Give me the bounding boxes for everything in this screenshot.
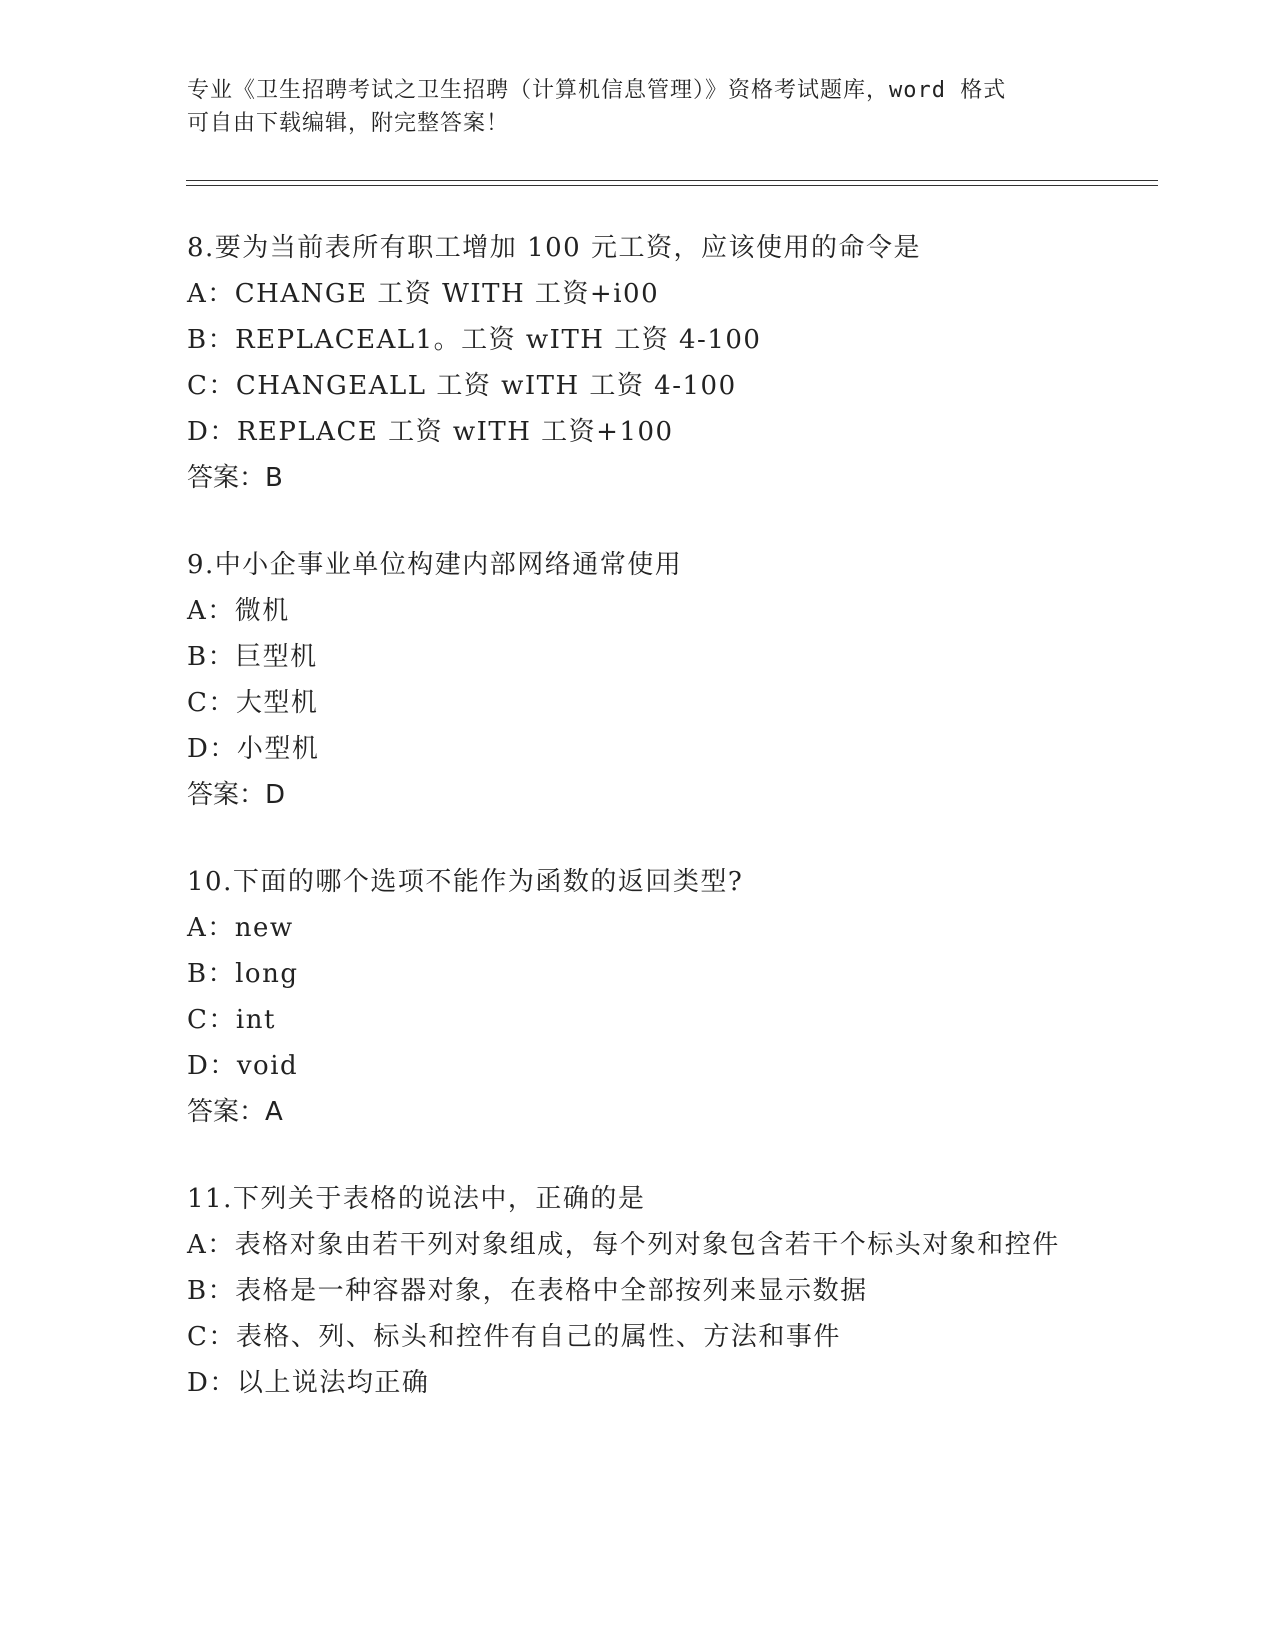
option-d bbox=[187, 409, 1087, 455]
option-a bbox=[187, 588, 1087, 634]
option-text: 小型机 bbox=[236, 734, 320, 764]
option-text: new bbox=[234, 913, 294, 943]
option-b bbox=[187, 317, 1087, 363]
option-label: C： bbox=[187, 371, 236, 401]
header-divider-bottom bbox=[186, 185, 1158, 186]
option-text: 微机 bbox=[234, 596, 290, 626]
question-stem: 10.下面的哪个选项不能作为函数的返回类型? bbox=[187, 867, 744, 897]
option-label: C： bbox=[187, 1005, 236, 1035]
option-label: D： bbox=[187, 1051, 237, 1081]
option-text: 巨型机 bbox=[235, 642, 318, 672]
option-b bbox=[187, 634, 1087, 680]
document-header bbox=[187, 74, 1067, 140]
option-a bbox=[187, 905, 1087, 951]
header-line-1: 专业《卫生招聘考试之卫生招聘（计算机信息管理）》资格考试题库，word 格式 bbox=[187, 78, 1007, 103]
option-label: A： bbox=[187, 279, 235, 309]
option-label: A： bbox=[187, 596, 235, 626]
header-line-2: 可自由下载编辑，附完整答案！ bbox=[187, 111, 510, 136]
answer-line: 答案：B bbox=[187, 463, 283, 493]
option-a bbox=[187, 271, 1087, 317]
option-label: B： bbox=[187, 959, 236, 989]
option-d bbox=[187, 1360, 1087, 1406]
option-label: D： bbox=[187, 1368, 237, 1398]
option-text: 表格、列、标头和控件有自己的属性、方法和事件 bbox=[235, 1322, 841, 1352]
option-a bbox=[187, 1222, 1077, 1268]
option-label: B： bbox=[187, 642, 236, 672]
option-label: B： bbox=[187, 1276, 236, 1306]
option-c bbox=[187, 1314, 1087, 1360]
answer-line: 答案：A bbox=[187, 1097, 283, 1127]
option-c bbox=[187, 997, 1087, 1043]
option-label: D： bbox=[187, 417, 237, 447]
option-label: B： bbox=[187, 325, 236, 355]
question-stem: 9.中小企事业单位构建内部网络通常使用 bbox=[187, 550, 683, 580]
option-text: void bbox=[236, 1051, 299, 1081]
question-8 bbox=[187, 225, 1087, 501]
option-text: 表格对象由若干列对象组成，每个列对象包含若干个标头对象和控件 bbox=[234, 1230, 1060, 1260]
option-text: 大型机 bbox=[235, 688, 319, 718]
option-b bbox=[187, 951, 1087, 997]
question-stem: 11.下列关于表格的说法中，正确的是 bbox=[187, 1184, 646, 1214]
question-10 bbox=[187, 859, 1087, 1135]
option-label: D： bbox=[187, 734, 237, 764]
option-text: int bbox=[235, 1005, 276, 1035]
option-text: CHANGEALL 工资 wITH 工资 4-100 bbox=[235, 371, 737, 401]
question-9 bbox=[187, 542, 1087, 818]
question-11 bbox=[187, 1176, 1087, 1406]
header-divider-top bbox=[186, 180, 1158, 181]
option-text: REPLACEAL1。工资 wITH 工资 4-100 bbox=[235, 325, 762, 355]
option-label: C： bbox=[187, 688, 236, 718]
option-label: C： bbox=[187, 1322, 236, 1352]
option-b bbox=[187, 1268, 1087, 1314]
question-stem: 8.要为当前表所有职工增加 100 元工资，应该使用的命令是 bbox=[187, 233, 921, 263]
option-c bbox=[187, 363, 1087, 409]
answer-line: 答案：D bbox=[187, 780, 286, 810]
option-text: REPLACE 工资 wITH 工资+100 bbox=[236, 417, 674, 447]
option-text: long bbox=[235, 959, 299, 989]
option-c bbox=[187, 680, 1087, 726]
option-text: 表格是一种容器对象，在表格中全部按列来显示数据 bbox=[235, 1276, 868, 1306]
option-d bbox=[187, 726, 1087, 772]
option-label: A： bbox=[187, 913, 235, 943]
option-text: CHANGE 工资 WITH 工资+i00 bbox=[234, 279, 660, 309]
option-d bbox=[187, 1043, 1087, 1089]
option-label: A： bbox=[187, 1230, 235, 1260]
option-text: 以上说法均正确 bbox=[236, 1368, 430, 1398]
